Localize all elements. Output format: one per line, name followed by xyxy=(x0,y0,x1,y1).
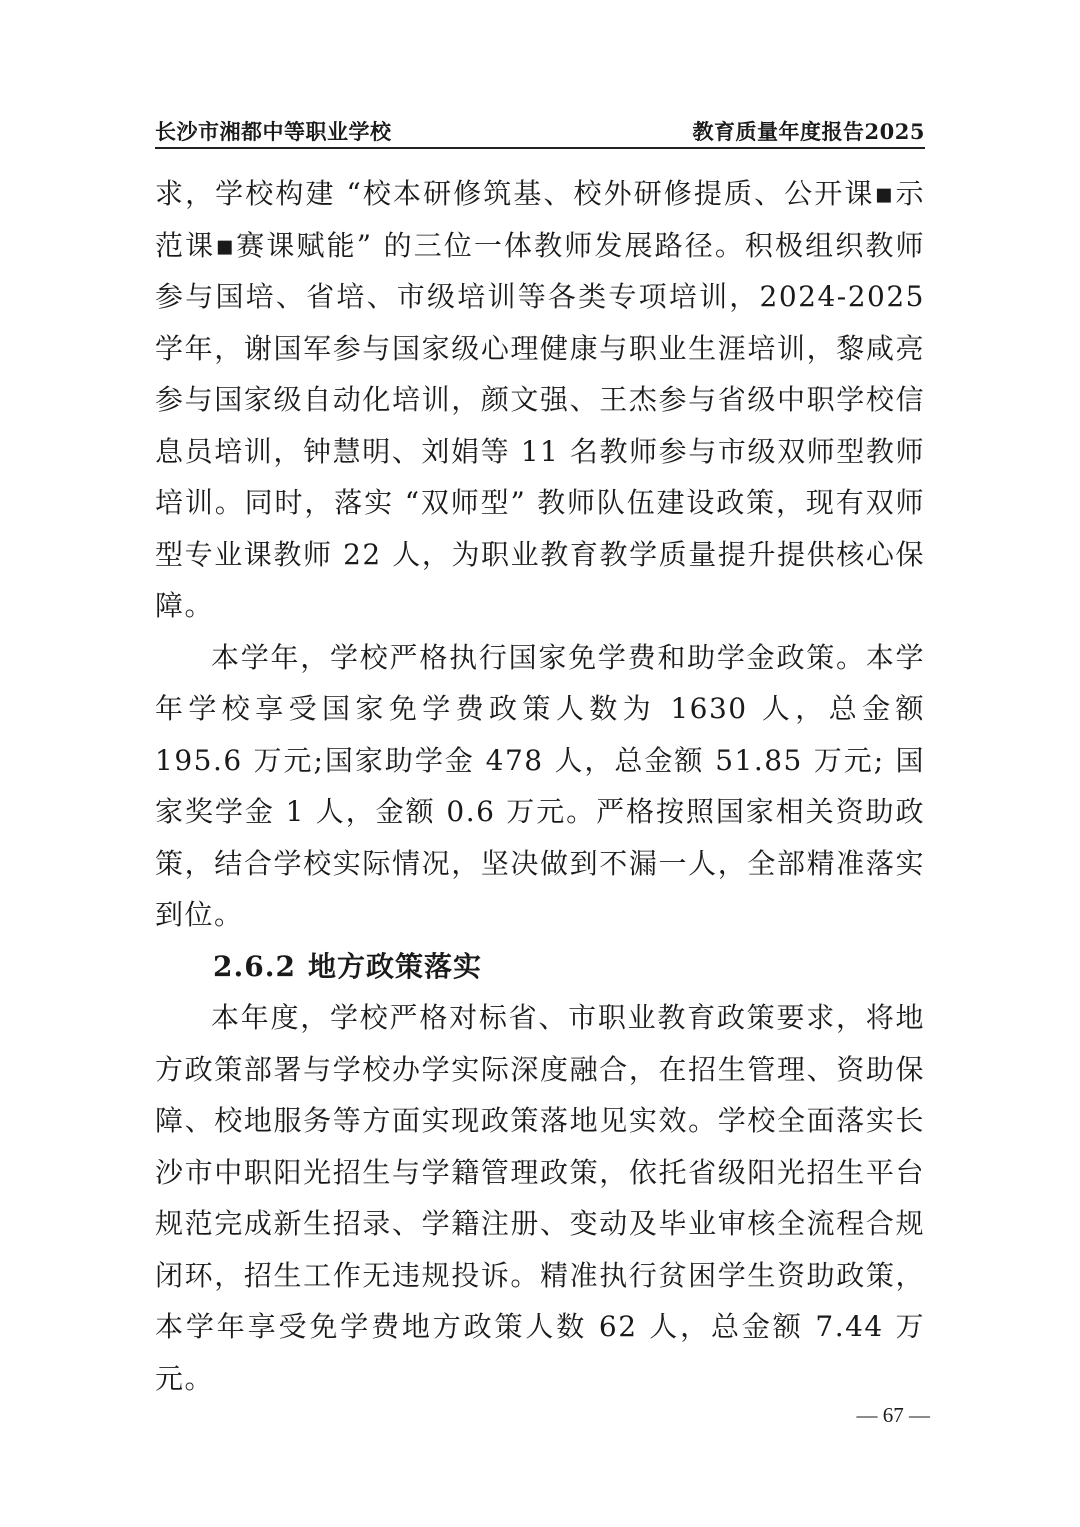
section-number: 2.6.2 xyxy=(213,949,296,983)
report-title: 教育质量年度报告2025 xyxy=(692,119,925,144)
page-content xyxy=(155,168,925,1404)
paragraph-national-aid-policy: 本学年，学校严格执行国家免学费和助学金政策。本学年学校享受国家免学费政策人数为 1630 人，总金额 195.6 万元;国家助学金 478 人，总金额 51.85 万元; 国家奖学金 1 人，金额 0.6 万元。严格按照国家相关资助政策，结合学校实际情况，坚决做到不漏一人，全部精准落实到位。 xyxy=(155,640,925,931)
page-number: — 67 — xyxy=(856,1403,930,1427)
section-title: 地方政策落实 xyxy=(307,949,482,983)
paragraph-local-policy: 本年度，学校严格对标省、市职业教育政策要求，将地方政策部署与学校办学实际深度融合，在招生管理、资助保障、校地服务等方面实现政策落地见实效。学校全面落实长沙市中职阳光招生与学籍管理政策，依托省级阳光招生平台规范完成新生招录、学籍注册、变动及毕业审核全流程合规闭环，招生工作无违规投诉。精准执行贫困学生资助政策，本学年享受免学费地方政策人数 62 人，总金额 7.44 万元。 xyxy=(155,1001,925,1395)
school-name: 长沙市湘都中等职业学校 xyxy=(155,119,392,144)
header-divider xyxy=(155,147,925,149)
page-header xyxy=(155,106,925,146)
section-heading xyxy=(155,941,925,993)
paragraph-teacher-development: 求，学校构建 “校本研修筑基、校外研修提质、公开课▪示范课▪赛课赋能” 的三位一体教师发展路径。积极组织教师参与国培、省培、市级培训等各类专项培训，2024-2025 学年，谢国军参与国家级心理健康与职业生涯培训，黎咸亮参与国家级自动化培训，颜文强、王杰参与省级中职学校信息员培训，钟慧明、刘娟等 11 名教师参与市级双师型教师培训。同时，落实 “双师型” 教师队伍建设政策，现有双师型专业课教师 22 人，为职业教育教学质量提升提供核心保障。 xyxy=(155,177,925,622)
